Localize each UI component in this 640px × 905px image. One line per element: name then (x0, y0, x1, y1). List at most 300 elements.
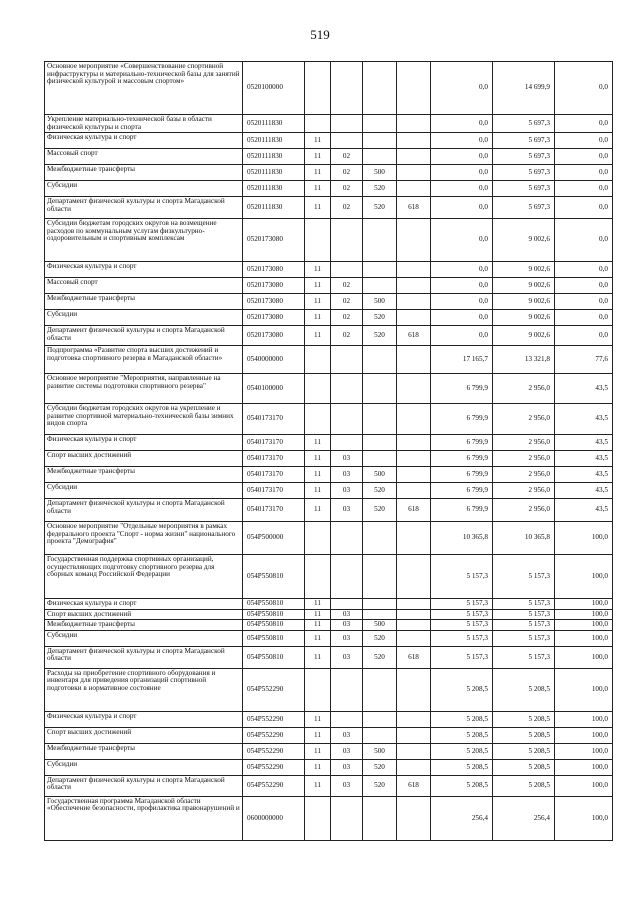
executed-amount: 5 697,3 (493, 181, 555, 197)
table-row (45, 435, 613, 451)
section-code: 11 (305, 775, 331, 796)
executed-amount: 5 208,5 (493, 668, 555, 711)
planned-amount: 0,0 (431, 294, 493, 310)
planned-amount: 5 208,5 (431, 711, 493, 727)
executed-amount: 2 956,0 (493, 467, 555, 483)
section-code: 11 (305, 711, 331, 727)
section-code: 11 (305, 483, 331, 499)
budget-item-name: Департамент физической культуры и спорта Магаданской области (45, 326, 243, 346)
target-article-code: 0540173170 (243, 483, 305, 499)
execution-percent: 100,0 (555, 796, 613, 840)
executed-amount: 9 002,6 (493, 310, 555, 326)
section-code: 11 (305, 743, 331, 759)
page-number: 519 (310, 27, 330, 42)
target-article-code: 0520173080 (243, 262, 305, 278)
subsection-code: 03 (331, 620, 363, 631)
executed-amount: 5 208,5 (493, 727, 555, 743)
execution-percent: 43,5 (555, 451, 613, 467)
department-code (397, 796, 431, 840)
table-row (45, 219, 613, 262)
expense-type-code: 500 (363, 467, 397, 483)
planned-amount: 5 208,5 (431, 727, 493, 743)
executed-amount: 5 208,5 (493, 759, 555, 775)
planned-amount: 5 208,5 (431, 668, 493, 711)
department-code (397, 630, 431, 646)
budget-item-name: Субсидии (45, 483, 243, 499)
subsection-code (331, 115, 363, 133)
execution-percent: 0,0 (555, 133, 613, 149)
executed-amount: 5 208,5 (493, 743, 555, 759)
expense-type-code (363, 346, 397, 374)
table-row (45, 775, 613, 796)
execution-percent: 43,5 (555, 467, 613, 483)
budget-item-name: Укрепление материально-технической базы в области физической культуры и спорта (45, 115, 243, 133)
subsection-code (331, 262, 363, 278)
subsection-code (331, 522, 363, 555)
department-code (397, 149, 431, 165)
target-article-code: 054P550810 (243, 646, 305, 668)
table-row (45, 555, 613, 599)
expense-type-code (363, 435, 397, 451)
expense-type-code (363, 609, 397, 620)
table-row (45, 310, 613, 326)
target-article-code: 0520100000 (243, 62, 305, 115)
execution-percent: 43,5 (555, 499, 613, 522)
department-code (397, 262, 431, 278)
target-article-code: 054P550810 (243, 620, 305, 631)
section-code: 11 (305, 278, 331, 294)
executed-amount: 5 697,3 (493, 115, 555, 133)
executed-amount: 13 321,8 (493, 346, 555, 374)
department-code: 618 (397, 197, 431, 219)
expense-type-code (363, 219, 397, 262)
department-code (397, 759, 431, 775)
section-code (305, 219, 331, 262)
section-code: 11 (305, 181, 331, 197)
executed-amount: 9 002,6 (493, 326, 555, 346)
executed-amount: 2 956,0 (493, 499, 555, 522)
table-row (45, 197, 613, 219)
budget-item-name: Субсидии (45, 630, 243, 646)
execution-percent: 100,0 (555, 609, 613, 620)
table-row (45, 149, 613, 165)
execution-percent: 43,5 (555, 483, 613, 499)
department-code: 618 (397, 646, 431, 668)
subsection-code: 02 (331, 181, 363, 197)
expense-type-code (363, 711, 397, 727)
target-article-code: 0520111830 (243, 133, 305, 149)
table-row (45, 483, 613, 499)
subsection-code (331, 796, 363, 840)
department-code (397, 743, 431, 759)
budget-item-name: Департамент физической культуры и спорта Магаданской области (45, 646, 243, 668)
subsection-code: 03 (331, 630, 363, 646)
section-code: 11 (305, 165, 331, 181)
department-code (397, 668, 431, 711)
execution-percent: 0,0 (555, 219, 613, 262)
budget-item-name: Физическая культура и спорт (45, 262, 243, 278)
planned-amount: 0,0 (431, 149, 493, 165)
subsection-code (331, 219, 363, 262)
department-code (397, 62, 431, 115)
planned-amount: 0,0 (431, 62, 493, 115)
subsection-code: 03 (331, 467, 363, 483)
execution-percent: 100,0 (555, 743, 613, 759)
planned-amount: 6 799,9 (431, 483, 493, 499)
subsection-code (331, 62, 363, 115)
expense-type-code: 520 (363, 646, 397, 668)
target-article-code: 054P552290 (243, 668, 305, 711)
execution-percent: 0,0 (555, 197, 613, 219)
executed-amount: 2 956,0 (493, 435, 555, 451)
execution-percent: 100,0 (555, 727, 613, 743)
department-code: 618 (397, 326, 431, 346)
executed-amount: 5 157,3 (493, 555, 555, 599)
section-code: 11 (305, 149, 331, 165)
expense-type-code (363, 115, 397, 133)
planned-amount: 5 157,3 (431, 620, 493, 631)
expense-type-code: 520 (363, 197, 397, 219)
budget-item-name: Департамент физической культуры и спорта Магаданской области (45, 197, 243, 219)
executed-amount: 5 697,3 (493, 133, 555, 149)
target-article-code: 054P552290 (243, 727, 305, 743)
section-code (305, 346, 331, 374)
subsection-code: 03 (331, 609, 363, 620)
execution-percent: 100,0 (555, 775, 613, 796)
section-code: 11 (305, 620, 331, 631)
budget-table (44, 61, 613, 841)
subsection-code: 02 (331, 326, 363, 346)
department-code (397, 374, 431, 404)
execution-percent: 0,0 (555, 115, 613, 133)
executed-amount: 9 002,6 (493, 294, 555, 310)
planned-amount: 5 208,5 (431, 759, 493, 775)
section-code (305, 115, 331, 133)
table-row (45, 743, 613, 759)
executed-amount: 5 208,5 (493, 775, 555, 796)
target-article-code: 0520111830 (243, 115, 305, 133)
section-code: 11 (305, 435, 331, 451)
target-article-code: 0520111830 (243, 197, 305, 219)
expense-type-code: 520 (363, 326, 397, 346)
subsection-code (331, 668, 363, 711)
expense-type-code: 520 (363, 630, 397, 646)
section-code: 11 (305, 294, 331, 310)
expense-type-code (363, 451, 397, 467)
subsection-code (331, 555, 363, 599)
subsection-code: 03 (331, 499, 363, 522)
budget-item-name: Подпрограмма «Развитие спорта высших достижений и подготовка спортивного резерва в Магаданской области» (45, 346, 243, 374)
table-row (45, 262, 613, 278)
target-article-code: 0540173170 (243, 467, 305, 483)
table-row (45, 668, 613, 711)
planned-amount: 5 208,5 (431, 743, 493, 759)
section-code (305, 668, 331, 711)
planned-amount: 0,0 (431, 310, 493, 326)
planned-amount: 5 157,3 (431, 609, 493, 620)
execution-percent: 100,0 (555, 599, 613, 610)
department-code (397, 555, 431, 599)
planned-amount: 256,4 (431, 796, 493, 840)
executed-amount: 9 002,6 (493, 262, 555, 278)
section-code (305, 522, 331, 555)
subsection-code: 03 (331, 451, 363, 467)
subsection-code (331, 711, 363, 727)
section-code: 11 (305, 326, 331, 346)
planned-amount: 6 799,9 (431, 451, 493, 467)
budget-item-name: Массовый спорт (45, 149, 243, 165)
executed-amount: 5 697,3 (493, 197, 555, 219)
target-article-code: 0520173080 (243, 219, 305, 262)
department-code (397, 219, 431, 262)
budget-item-name: Спорт высших достижений (45, 451, 243, 467)
budget-item-name: Физическая культура и спорт (45, 711, 243, 727)
planned-amount: 17 165,7 (431, 346, 493, 374)
budget-item-name: Департамент физической культуры и спорта Магаданской области (45, 499, 243, 522)
department-code (397, 483, 431, 499)
execution-percent: 100,0 (555, 711, 613, 727)
expense-type-code (363, 133, 397, 149)
planned-amount: 6 799,9 (431, 374, 493, 404)
table-row (45, 133, 613, 149)
table-row (45, 115, 613, 133)
section-code: 11 (305, 262, 331, 278)
subsection-code: 03 (331, 646, 363, 668)
subsection-code (331, 133, 363, 149)
subsection-code (331, 346, 363, 374)
department-code (397, 115, 431, 133)
table-row (45, 796, 613, 840)
executed-amount: 5 157,3 (493, 646, 555, 668)
planned-amount: 0,0 (431, 181, 493, 197)
table-row (45, 759, 613, 775)
table-row (45, 294, 613, 310)
execution-percent: 43,5 (555, 435, 613, 451)
table-row (45, 711, 613, 727)
section-code: 11 (305, 599, 331, 610)
table-row (45, 727, 613, 743)
section-code: 11 (305, 197, 331, 219)
budget-item-name: Спорт высших достижений (45, 727, 243, 743)
execution-percent: 0,0 (555, 278, 613, 294)
section-code: 11 (305, 609, 331, 620)
table-row (45, 62, 613, 115)
table-row (45, 181, 613, 197)
execution-percent: 100,0 (555, 630, 613, 646)
section-code: 11 (305, 499, 331, 522)
budget-item-name: Субсидии бюджетам городских округов на укрепление и развитие спортивной материально-технической базы зимних видов спорта (45, 404, 243, 435)
target-article-code: 054P550810 (243, 630, 305, 646)
target-article-code: 054P552290 (243, 711, 305, 727)
expense-type-code: 500 (363, 165, 397, 181)
department-code (397, 310, 431, 326)
budget-item-name: Основное мероприятие "Мероприятия, направленные на развитие системы подготовки спортивного резерва" (45, 374, 243, 404)
department-code (397, 278, 431, 294)
expense-type-code: 520 (363, 775, 397, 796)
planned-amount: 0,0 (431, 133, 493, 149)
budget-item-name: Субсидии (45, 181, 243, 197)
executed-amount: 256,4 (493, 796, 555, 840)
planned-amount: 6 799,9 (431, 499, 493, 522)
budget-item-name: Государственная программа Магаданской области «Обеспечение безопасности, профилактика правонарушений и (45, 796, 243, 840)
expense-type-code: 520 (363, 759, 397, 775)
execution-percent: 0,0 (555, 294, 613, 310)
section-code (305, 404, 331, 435)
executed-amount: 2 956,0 (493, 483, 555, 499)
subsection-code: 02 (331, 294, 363, 310)
budget-item-name: Государственная поддержка спортивных организаций, осуществляющих подготовку спортивного резерва для сборных команд Российской Федерации (45, 555, 243, 599)
subsection-code: 02 (331, 197, 363, 219)
execution-percent: 0,0 (555, 62, 613, 115)
planned-amount: 0,0 (431, 197, 493, 219)
planned-amount: 0,0 (431, 165, 493, 181)
department-code: 618 (397, 499, 431, 522)
subsection-code (331, 404, 363, 435)
budget-item-name: Физическая культура и спорт (45, 133, 243, 149)
section-code: 11 (305, 759, 331, 775)
execution-percent: 100,0 (555, 620, 613, 631)
execution-percent: 0,0 (555, 310, 613, 326)
execution-percent: 43,5 (555, 374, 613, 404)
expense-type-code (363, 668, 397, 711)
planned-amount: 0,0 (431, 115, 493, 133)
department-code (397, 451, 431, 467)
budget-item-name: Субсидии бюджетам городских округов на возмещение расходов по коммунальным услугам физкультурно-оздоровительным и спортивным комплексам (45, 219, 243, 262)
executed-amount: 10 365,8 (493, 522, 555, 555)
target-article-code: 0540173170 (243, 451, 305, 467)
execution-percent: 100,0 (555, 555, 613, 599)
execution-percent: 43,5 (555, 404, 613, 435)
target-article-code: 0520111830 (243, 165, 305, 181)
expense-type-code (363, 599, 397, 610)
expense-type-code (363, 727, 397, 743)
planned-amount: 0,0 (431, 326, 493, 346)
expense-type-code: 520 (363, 310, 397, 326)
subsection-code (331, 374, 363, 404)
planned-amount: 5 157,3 (431, 599, 493, 610)
execution-percent: 0,0 (555, 262, 613, 278)
table-row (45, 630, 613, 646)
department-code (397, 181, 431, 197)
section-code: 11 (305, 310, 331, 326)
section-code (305, 374, 331, 404)
target-article-code: 054P550810 (243, 555, 305, 599)
budget-item-name: Департамент физической культуры и спорта Магаданской области (45, 775, 243, 796)
planned-amount: 5 157,3 (431, 555, 493, 599)
budget-item-name: Межбюджетные трансферты (45, 467, 243, 483)
executed-amount: 2 956,0 (493, 374, 555, 404)
executed-amount: 5 208,5 (493, 711, 555, 727)
subsection-code: 03 (331, 743, 363, 759)
expense-type-code: 520 (363, 181, 397, 197)
budget-item-name: Физическая культура и спорт (45, 435, 243, 451)
table-row (45, 451, 613, 467)
section-code: 11 (305, 646, 331, 668)
department-code (397, 435, 431, 451)
execution-percent: 0,0 (555, 326, 613, 346)
executed-amount: 5 697,3 (493, 149, 555, 165)
department-code (397, 620, 431, 631)
executed-amount: 2 956,0 (493, 451, 555, 467)
expense-type-code (363, 555, 397, 599)
executed-amount: 9 002,6 (493, 278, 555, 294)
executed-amount: 5 157,3 (493, 630, 555, 646)
subsection-code (331, 599, 363, 610)
target-article-code: 0520111830 (243, 181, 305, 197)
target-article-code: 054P552290 (243, 743, 305, 759)
budget-item-name: Субсидии (45, 310, 243, 326)
planned-amount: 0,0 (431, 219, 493, 262)
subsection-code (331, 435, 363, 451)
section-code: 11 (305, 630, 331, 646)
execution-percent: 100,0 (555, 759, 613, 775)
budget-item-name: Межбюджетные трансферты (45, 620, 243, 631)
table-row (45, 646, 613, 668)
execution-percent: 100,0 (555, 522, 613, 555)
department-code (397, 133, 431, 149)
table-row (45, 165, 613, 181)
budget-item-name: Субсидии (45, 759, 243, 775)
planned-amount: 5 157,3 (431, 646, 493, 668)
planned-amount: 6 799,9 (431, 467, 493, 483)
target-article-code: 054P550810 (243, 599, 305, 610)
expense-type-code: 500 (363, 620, 397, 631)
target-article-code: 0520173080 (243, 294, 305, 310)
department-code (397, 711, 431, 727)
subsection-code: 03 (331, 483, 363, 499)
section-code: 11 (305, 467, 331, 483)
executed-amount: 5 157,3 (493, 620, 555, 631)
table-row (45, 522, 613, 555)
target-article-code: 0540173170 (243, 499, 305, 522)
department-code (397, 609, 431, 620)
expense-type-code (363, 262, 397, 278)
table-row (45, 599, 613, 610)
department-code (397, 346, 431, 374)
target-article-code: 0520173080 (243, 278, 305, 294)
target-article-code: 0520111830 (243, 149, 305, 165)
executed-amount: 9 002,6 (493, 219, 555, 262)
execution-percent: 100,0 (555, 646, 613, 668)
expense-type-code (363, 374, 397, 404)
section-code (305, 555, 331, 599)
expense-type-code: 520 (363, 483, 397, 499)
expense-type-code (363, 404, 397, 435)
executed-amount: 5 697,3 (493, 165, 555, 181)
expense-type-code (363, 278, 397, 294)
table-row (45, 609, 613, 620)
expense-type-code (363, 149, 397, 165)
target-article-code: 0540173170 (243, 435, 305, 451)
execution-percent: 77,6 (555, 346, 613, 374)
table-row (45, 326, 613, 346)
target-article-code: 0540173170 (243, 404, 305, 435)
target-article-code: 0520173080 (243, 310, 305, 326)
subsection-code: 03 (331, 775, 363, 796)
budget-item-name: Межбюджетные трансферты (45, 294, 243, 310)
execution-percent: 100,0 (555, 668, 613, 711)
target-article-code: 054P550810 (243, 609, 305, 620)
subsection-code: 02 (331, 310, 363, 326)
section-code: 11 (305, 133, 331, 149)
section-code (305, 62, 331, 115)
budget-item-name: Межбюджетные трансферты (45, 165, 243, 181)
table-row (45, 278, 613, 294)
table-row (45, 346, 613, 374)
executed-amount: 2 956,0 (493, 404, 555, 435)
executed-amount: 5 157,3 (493, 599, 555, 610)
department-code (397, 294, 431, 310)
